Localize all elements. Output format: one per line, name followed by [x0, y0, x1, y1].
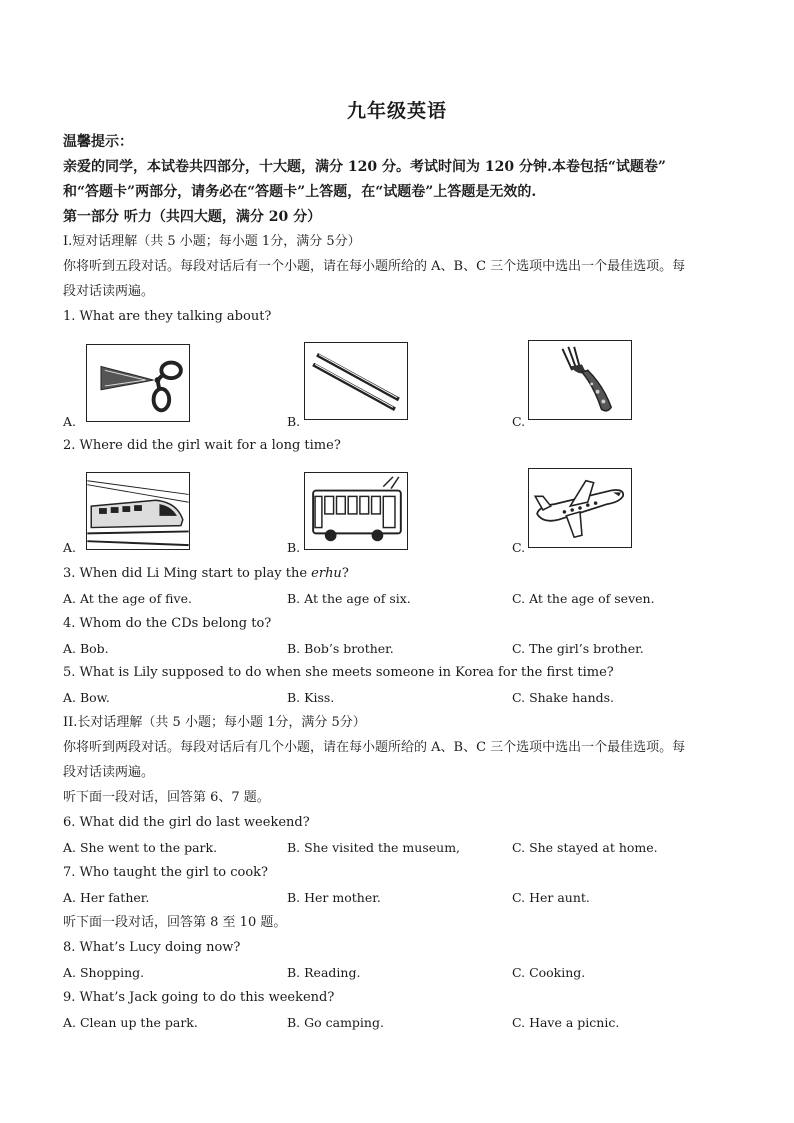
q3-option-a[interactable]: A. At the age of five.: [63, 591, 192, 606]
question-6: 6. What did the girl do last weekend?: [63, 815, 310, 830]
section2-instruction-2: 段对话读两遍。: [63, 765, 155, 780]
fork-icon: [529, 341, 631, 419]
question-3-text: 3. When did Li Ming start to play the: [63, 566, 312, 581]
fork-picture[interactable]: [528, 340, 632, 420]
chopsticks-picture[interactable]: [304, 342, 408, 420]
q7-option-b[interactable]: B. Her mother.: [287, 890, 381, 905]
q6-option-a[interactable]: A. She went to the park.: [63, 840, 218, 855]
q2-option-a-label: A.: [63, 540, 77, 555]
question-7: 7. Who taught the girl to cook?: [63, 865, 268, 880]
tips-line-1: 亲爱的同学，本试卷共四部分，十大题，满分 120 分。考试时间为 120 分钟.本卷包括“试题卷”: [63, 159, 666, 175]
q7-option-c[interactable]: C. Her aunt.: [512, 890, 590, 905]
q9-option-a[interactable]: A. Clean up the park.: [63, 1015, 198, 1030]
q2-option-c-label: C.: [512, 540, 526, 555]
question-9: 9. What’s Jack going to do this weekend?: [63, 990, 335, 1005]
chopsticks-icon: [305, 343, 407, 419]
bus-picture[interactable]: [304, 472, 408, 550]
part1-heading: 第一部分 听力（共四大题，满分 20 分）: [63, 209, 322, 225]
question-8: 8. What’s Lucy doing now?: [63, 940, 241, 955]
question-3-emphasis: erhu: [311, 566, 342, 581]
q4-option-c[interactable]: C. The girl’s brother.: [512, 641, 644, 656]
q2-option-b-label: B.: [287, 540, 301, 555]
q5-option-a[interactable]: A. Bow.: [63, 690, 110, 705]
question-5: 5. What is Lily supposed to do when she meets someone in Korea for the first time?: [63, 665, 614, 680]
q4-option-a[interactable]: A. Bob.: [63, 641, 109, 656]
tips-heading: 温馨提示：: [63, 134, 133, 150]
page-title: 九年级英语: [346, 100, 447, 122]
airplane-icon: [529, 469, 631, 547]
section1-heading: I.短对话理解（共 5 小题；每小题 1分，满分 5分）: [63, 234, 361, 249]
airplane-picture[interactable]: [528, 468, 632, 548]
tips-line-2: 和“答题卡”两部分，请务必在“答题卡”上答题，在“试题卷”上答题是无效的.: [63, 184, 537, 200]
q5-option-b[interactable]: B. Kiss.: [287, 690, 335, 705]
question-3-end: ?: [341, 566, 349, 581]
question-3: [63, 566, 349, 582]
q1-option-b-label: B.: [287, 414, 301, 429]
section1-instruction-1: 你将听到五段对话。每段对话后有一个小题，请在每小题所给的 A、B、C 三个选项中选出一个最佳选项。每: [63, 259, 686, 274]
q9-option-c[interactable]: C. Have a picnic.: [512, 1015, 620, 1030]
scissors-picture[interactable]: [86, 344, 190, 422]
q8-option-c[interactable]: C. Cooking.: [512, 965, 586, 980]
train-icon: [87, 473, 189, 549]
q1-option-c-label: C.: [512, 414, 526, 429]
dialog2-intro: 听下面一段对话，回答第 8 至 10 题。: [63, 915, 287, 930]
train-picture[interactable]: [86, 472, 190, 550]
q3-option-b[interactable]: B. At the age of six.: [287, 591, 411, 606]
question-4: 4. Whom do the CDs belong to?: [63, 616, 272, 631]
bus-icon: [305, 473, 407, 549]
q8-option-b[interactable]: B. Reading.: [287, 965, 361, 980]
section2-instruction-1: 你将听到两段对话。每段对话后有几个小题，请在每小题所给的 A、B、C 三个选项中选出一个最佳选项。每: [63, 740, 686, 755]
q6-option-c[interactable]: C. She stayed at home.: [512, 840, 658, 855]
q3-option-c[interactable]: C. At the age of seven.: [512, 591, 655, 606]
q9-option-b[interactable]: B. Go camping.: [287, 1015, 384, 1030]
question-1: 1. What are they talking about?: [63, 309, 272, 324]
question-2: 2. Where did the girl wait for a long time?: [63, 438, 341, 453]
q7-option-a[interactable]: A. Her father.: [63, 890, 150, 905]
section2-heading: II.长对话理解（共 5 小题；每小题 1分，满分 5分）: [63, 715, 366, 730]
q8-option-a[interactable]: A. Shopping.: [63, 965, 145, 980]
dialog1-intro: 听下面一段对话，回答第 6、7 题。: [63, 790, 270, 805]
scissors-icon: [87, 345, 189, 421]
q4-option-b[interactable]: B. Bob’s brother.: [287, 641, 394, 656]
section1-instruction-2: 段对话读两遍。: [63, 284, 155, 299]
q6-option-b[interactable]: B. She visited the museum,: [287, 840, 461, 855]
q5-option-c[interactable]: C. Shake hands.: [512, 690, 615, 705]
q1-option-a-label: A.: [63, 414, 77, 429]
